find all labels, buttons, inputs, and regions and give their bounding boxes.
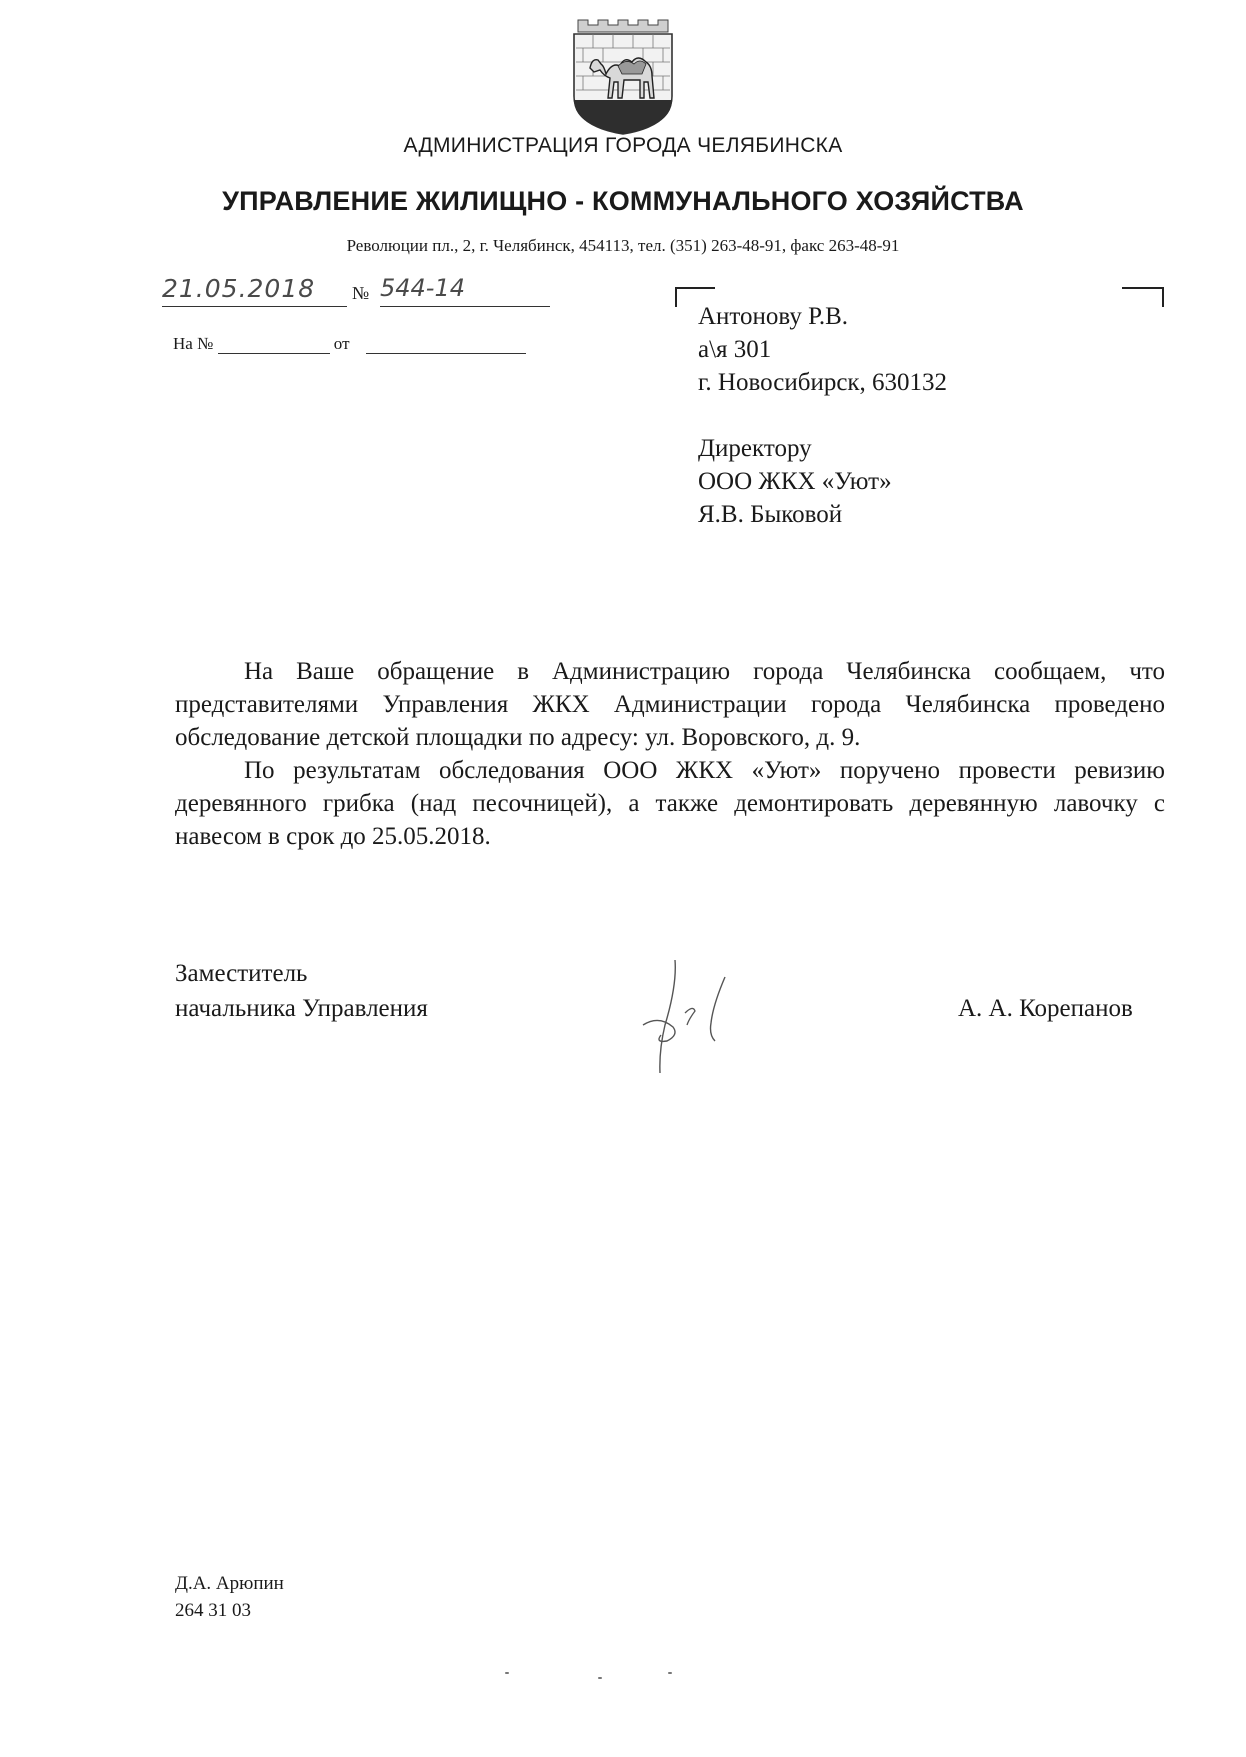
addressee-line: г. Новосибирск, 630132 [698,369,948,396]
executor-phone: 264 31 03 [175,1600,251,1621]
scan-speck [505,1672,509,1674]
signatory-title-line: Заместитель [175,960,308,987]
scan-speck [598,1677,602,1679]
executor-block [175,1570,284,1624]
reference-from-label: от [333,334,350,353]
signatory-title-line: начальника Управления [175,995,428,1022]
reference-number-label: На № [173,334,214,353]
administration-name: АДМИНИСТРАЦИЯ ГОРОДА ЧЕЛЯБИНСКА [403,134,843,157]
scan-speck [668,1672,672,1674]
address-corner-right [1122,287,1164,307]
department-name: УПРАВЛЕНИЕ ЖИЛИЩНО - КОММУНАЛЬНОГО ХОЗЯЙСТВА [222,186,1024,216]
body-paragraph: На Ваше обращение в Администрацию города Челябинска сообщаем, что представителями Управления ЖКХ Администрации города Челябинска проведено обследование детской площадки по адресу: ул. Воровского, д. 9. [175,658,1165,751]
registration-date: 21.05.2018 [162,274,347,307]
reference-number-line [218,339,330,354]
addressee-line: Антонову Р.В. [698,303,849,330]
handwritten-signature [615,955,765,1095]
addressee-line: Я.В. Быковой [698,501,843,528]
city-emblem-icon [568,18,678,136]
reference-row [173,334,526,354]
signatory-name: А. А. Корепанов [958,995,1133,1022]
addressee-block [698,300,947,531]
registration-number-label: № [352,283,370,303]
department-address: Революции пл., 2, г. Челябинск, 454113, тел. (351) 263-48-91, факс 263-48-91 [346,236,900,255]
executor-name: Д.А. Арюпин [175,1573,284,1594]
signatory-title [175,956,428,1026]
addressee-line: Директору [698,435,812,462]
registration-number: 544-14 [380,274,550,307]
letter-body [175,655,1165,853]
body-paragraph: По результатам обследования ООО ЖКХ «Уют» поручено провести ревизию деревянного грибка (над песочницей), а также демонтировать деревянную лавочку с навесом в срок до 25.05.2018. [175,757,1165,850]
reference-date-line [366,339,526,354]
addressee-line: ООО ЖКХ «Уют» [698,468,892,495]
addressee-line: а\я 301 [698,336,772,363]
